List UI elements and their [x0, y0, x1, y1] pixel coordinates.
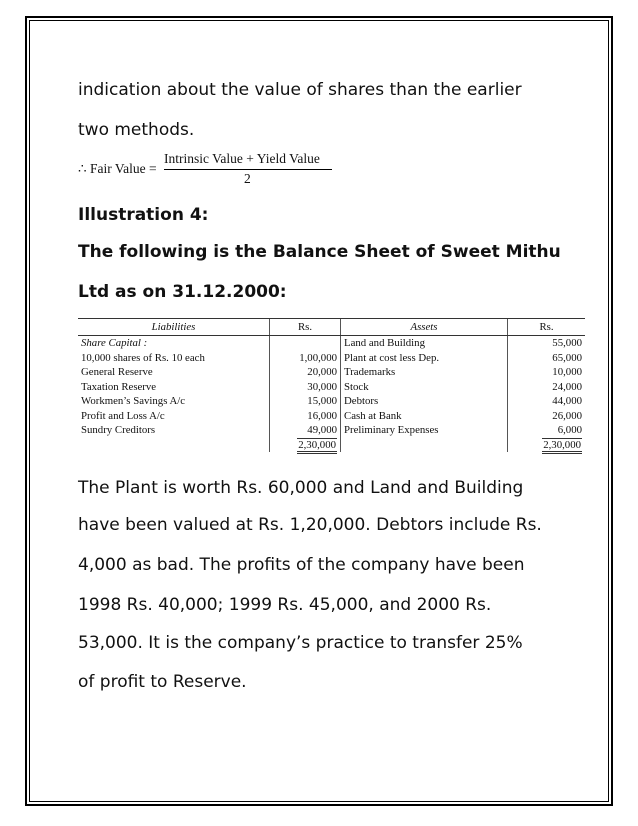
- paragraph-line-2: have been valued at Rs. 1,20,000. Debtors include Rs.: [78, 515, 542, 535]
- intro-line-2: Ltd as on 31.12.2000:: [78, 282, 287, 302]
- liability-name: Workmen’s Savings A/c: [81, 395, 186, 407]
- liability-amount: 16,000: [270, 409, 341, 424]
- header-liabilities: Liabilities: [78, 319, 270, 336]
- paragraph-line-3: 4,000 as bad. The profits of the company have been: [78, 555, 525, 575]
- liability-amount: [270, 336, 341, 351]
- liability-amount: 1,00,000: [270, 351, 341, 366]
- table-row: [78, 351, 585, 366]
- fair-value-formula: [78, 146, 368, 190]
- liability-name: Sundry Creditors: [81, 424, 156, 436]
- table-row: [78, 409, 585, 424]
- liability-name: Profit and Loss A/c: [81, 409, 165, 422]
- paragraph-line-5: 53,000. It is the company’s practice to transfer 25%: [78, 633, 523, 653]
- liability-amount: 15,000: [270, 394, 341, 409]
- liability-amount: 49,000: [270, 423, 341, 438]
- asset-name: Plant at cost less Dep.: [341, 351, 508, 366]
- text-line-2: two methods.: [78, 120, 195, 140]
- formula-numerator: Intrinsic Value + Yield Value: [164, 151, 320, 166]
- illustration-heading: Illustration 4:: [78, 205, 209, 225]
- header-rs-assets: Rs.: [508, 319, 586, 336]
- asset-amount: 65,000: [508, 351, 586, 366]
- asset-amount: 55,000: [508, 336, 586, 351]
- balance-sheet-header-row: [78, 319, 585, 336]
- liability-amount: 20,000: [270, 365, 341, 380]
- asset-amount: 26,000: [508, 409, 586, 424]
- paragraph-line-1: The Plant is worth Rs. 60,000 and Land and Building: [78, 478, 524, 498]
- table-row: [78, 380, 585, 395]
- balance-sheet-table: [78, 318, 585, 452]
- total-assets: 2,30,000: [542, 438, 582, 454]
- asset-amount: 6,000: [508, 423, 586, 438]
- balance-sheet: [78, 318, 582, 452]
- asset-name: Debtors: [341, 394, 508, 409]
- paragraph-line-4: 1998 Rs. 40,000; 1999 Rs. 45,000, and 2000 Rs.: [78, 595, 492, 615]
- liability-name: Share Capital :: [81, 337, 148, 349]
- asset-amount: 24,000: [508, 380, 586, 395]
- intro-line-1: The following is the Balance Sheet of Sweet Mithu: [78, 242, 561, 262]
- asset-name: Cash at Bank: [341, 409, 508, 424]
- liability-amount: 30,000: [270, 380, 341, 395]
- formula-lhs: ∴ Fair Value =: [78, 161, 157, 176]
- text-line-1: indication about the value of shares than the earlier: [78, 80, 522, 100]
- paragraph-line-6: of profit to Reserve.: [78, 672, 247, 692]
- asset-name: Preliminary Expenses: [341, 423, 508, 438]
- table-row: [78, 394, 585, 409]
- liability-name: 10,000 shares of Rs. 10 each: [81, 351, 205, 364]
- table-row: [78, 423, 585, 438]
- totals-row: [78, 438, 585, 453]
- liability-name: Taxation Reserve: [81, 380, 157, 393]
- asset-name: Stock: [341, 380, 508, 395]
- formula-denominator: 2: [244, 171, 251, 186]
- asset-amount: 10,000: [508, 365, 586, 380]
- formula-fraction-bar: [164, 169, 332, 170]
- header-assets: Assets: [341, 319, 508, 336]
- asset-amount: 44,000: [508, 394, 586, 409]
- liability-name: General Reserve: [81, 366, 153, 378]
- header-rs-liabilities: Rs.: [270, 319, 341, 336]
- asset-name: Trademarks: [341, 365, 508, 380]
- total-liabilities: 2,30,000: [297, 438, 337, 454]
- table-row: [78, 365, 585, 380]
- table-row: [78, 336, 585, 351]
- asset-name: Land and Building: [341, 336, 508, 351]
